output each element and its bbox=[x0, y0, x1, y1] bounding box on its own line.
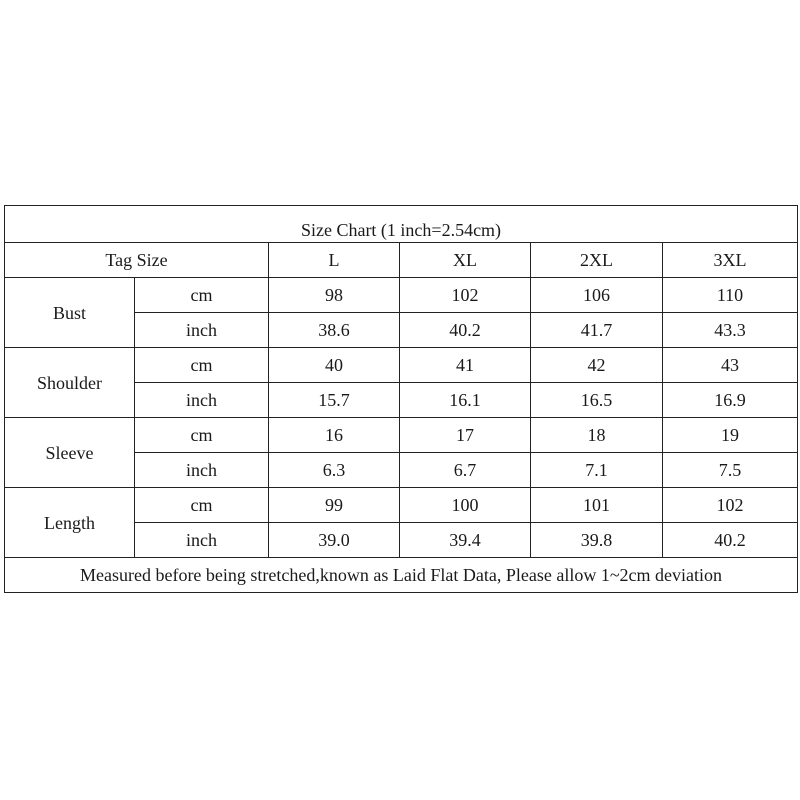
unit-cell: cm bbox=[135, 488, 269, 523]
unit-cell: inch bbox=[135, 313, 269, 348]
value-cell: 19 bbox=[663, 418, 798, 453]
measurement-name: Shoulder bbox=[5, 348, 135, 418]
value-cell: 40.2 bbox=[663, 523, 798, 558]
measurement-name: Sleeve bbox=[5, 418, 135, 488]
size-header: L bbox=[269, 243, 400, 278]
measurement-name: Length bbox=[5, 488, 135, 558]
table-row bbox=[5, 418, 798, 453]
value-cell: 38.6 bbox=[269, 313, 400, 348]
size-header: XL bbox=[400, 243, 531, 278]
value-cell: 16.5 bbox=[531, 383, 663, 418]
value-cell: 39.8 bbox=[531, 523, 663, 558]
footnote-row bbox=[5, 558, 798, 593]
value-cell: 99 bbox=[269, 488, 400, 523]
unit-cell: cm bbox=[135, 278, 269, 313]
value-cell: 7.5 bbox=[663, 453, 798, 488]
size-chart-table bbox=[4, 205, 798, 593]
value-cell: 6.3 bbox=[269, 453, 400, 488]
value-cell: 17 bbox=[400, 418, 531, 453]
value-cell: 39.0 bbox=[269, 523, 400, 558]
unit-cell: inch bbox=[135, 523, 269, 558]
chart-title bbox=[5, 206, 798, 243]
value-cell: 16.1 bbox=[400, 383, 531, 418]
value-cell: 100 bbox=[400, 488, 531, 523]
value-cell: 110 bbox=[663, 278, 798, 313]
value-cell: 18 bbox=[531, 418, 663, 453]
unit-cell: inch bbox=[135, 383, 269, 418]
tag-size-header: Tag Size bbox=[5, 243, 269, 278]
size-header: 2XL bbox=[531, 243, 663, 278]
value-cell: 41.7 bbox=[531, 313, 663, 348]
value-cell: 41 bbox=[400, 348, 531, 383]
unit-cell: cm bbox=[135, 418, 269, 453]
table-row bbox=[5, 278, 798, 313]
unit-cell: cm bbox=[135, 348, 269, 383]
value-cell: 6.7 bbox=[400, 453, 531, 488]
table-row bbox=[5, 488, 798, 523]
value-cell: 102 bbox=[663, 488, 798, 523]
value-cell: 15.7 bbox=[269, 383, 400, 418]
value-cell: 40.2 bbox=[400, 313, 531, 348]
value-cell: 98 bbox=[269, 278, 400, 313]
size-header: 3XL bbox=[663, 243, 798, 278]
value-cell: 39.4 bbox=[400, 523, 531, 558]
value-cell: 16 bbox=[269, 418, 400, 453]
value-cell: 42 bbox=[531, 348, 663, 383]
table-row bbox=[5, 348, 798, 383]
unit-cell: inch bbox=[135, 453, 269, 488]
value-cell: 7.1 bbox=[531, 453, 663, 488]
footnote: Measured before being stretched,known as Laid Flat Data, Please allow 1~2cm deviation bbox=[5, 558, 798, 593]
value-cell: 40 bbox=[269, 348, 400, 383]
size-chart bbox=[4, 205, 797, 589]
value-cell: 106 bbox=[531, 278, 663, 313]
value-cell: 16.9 bbox=[663, 383, 798, 418]
header-row bbox=[5, 243, 798, 278]
value-cell: 43 bbox=[663, 348, 798, 383]
value-cell: 43.3 bbox=[663, 313, 798, 348]
chart-title-text: Size Chart (1 inch=2.54cm) bbox=[300, 220, 502, 240]
value-cell: 101 bbox=[531, 488, 663, 523]
measurement-name: Bust bbox=[5, 278, 135, 348]
value-cell: 102 bbox=[400, 278, 531, 313]
